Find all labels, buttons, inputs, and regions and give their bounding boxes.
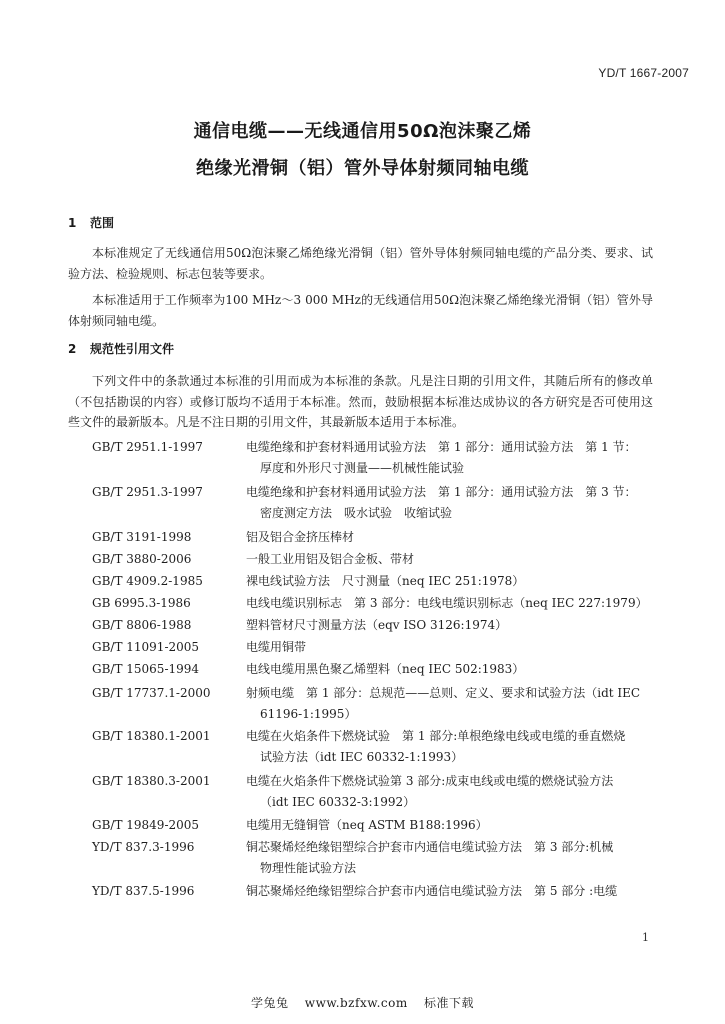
- reference-title: 塑料管材尺寸测量方法（eqv ISO 3126:1974）: [246, 618, 508, 632]
- reference-code: YD/T 837.3-1996: [92, 840, 195, 854]
- reference-title: 电缆绝缘和护套材料通用试验方法 第 1 部分：通用试验方法 第 1 节： 厚度和外形尺寸测量——机械性能试验: [246, 440, 637, 475]
- reference-title: 电缆在火焰条件下燃烧试验第 3 部分:成束电线或电缆的燃烧试验方法 （idt IEC 60332-3:1992）: [246, 774, 614, 809]
- reference-code: GB/T 11091-2005: [92, 640, 200, 654]
- reference-code: GB/T 2951.3-1997: [92, 485, 203, 499]
- standard-number: YD/T 1667-2007: [598, 66, 689, 80]
- reference-title: 电缆绝缘和护套材料通用试验方法 第 1 部分：通用试验方法 第 3 节： 密度测定方法 吸水试验 收缩试验: [246, 485, 637, 520]
- reference-title: 铝及铝合金挤压棒材: [246, 530, 355, 544]
- section-1-title: 范围: [90, 216, 115, 230]
- reference-title: 裸电线试验方法 尺寸测量（neq IEC 251:1978）: [246, 574, 525, 588]
- reference-code: GB/T 2951.1-1997: [92, 440, 203, 454]
- section-1-heading: [68, 214, 114, 231]
- reference-title: 电缆在火焰条件下燃烧试验 第 1 部分:单根绝缘电线或电缆的垂直燃烧 试验方法（idt IEC 60332-1:1993）: [246, 729, 626, 764]
- reference-title: 铜芯聚烯烃绝缘铝塑综合护套市内通信电缆试验方法 第 5 部分 :电缆: [246, 884, 618, 898]
- reference-title: 一般工业用铝及铝合金板、带材: [246, 552, 415, 566]
- section-2-intro: 下列文件中的条款通过本标准的引用而成为本标准的条款。凡是注日期的引用文件，其随后所有的修改单（不包括勘误的内容）或修订版均不适用于本标准。然而，鼓励根据本标准达成协议的各方研究是否可使用这些文件的最新版本。凡是不注日期的引用文件，其最新版本适用于本标准。: [68, 374, 653, 429]
- reference-title: 电缆用无缝铜管（neq ASTM B188:1996）: [246, 818, 488, 832]
- section-2-title: 规范性引用文件: [90, 342, 175, 356]
- title-line-2: 绝缘光滑铜（铝）管外导体射频同轴电缆: [196, 158, 529, 179]
- reference-code: GB/T 19849-2005: [92, 818, 200, 832]
- reference-code: GB/T 17737.1-2000: [92, 686, 211, 700]
- reference-title: 电缆用铜带: [246, 640, 307, 654]
- reference-code: GB/T 3880-2006: [92, 552, 192, 566]
- reference-title: 铜芯聚烯烃绝缘铝塑综合护套市内通信电缆试验方法 第 3 部分:机械 物理性能试验方法: [246, 840, 614, 875]
- watermark-url: www.bzfxw.com: [304, 996, 408, 1010]
- watermark: [0, 994, 725, 1011]
- watermark-site-name: 学兔兔: [250, 996, 289, 1010]
- reference-code: GB/T 8806-1988: [92, 618, 192, 632]
- reference-code: YD/T 837.5-1996: [92, 884, 195, 898]
- page-number: 1: [642, 931, 649, 944]
- title-line-1: 通信电缆——无线通信用50Ω泡沫聚乙烯: [193, 121, 532, 142]
- reference-code: GB/T 3191-1998: [92, 530, 192, 544]
- reference-code: GB 6995.3-1986: [92, 596, 191, 610]
- section-1-paragraph: 本标准适用于工作频率为100 MHz～3 000 MHz的无线通信用50Ω泡沫聚乙烯绝缘光滑铜（铝）管外导体射频同轴电缆。: [68, 293, 653, 328]
- section-2-heading: [68, 340, 174, 357]
- reference-title: 射频电缆 第 1 部分：总规范——总则、定义、要求和试验方法（idt IEC 61196-1:1995）: [246, 686, 641, 721]
- section-1-paragraph: 本标准规定了无线通信用50Ω泡沫聚乙烯绝缘光滑铜（铝）管外导体射频同轴电缆的产品分类、要求、试验方法、检验规则、标志包装等要求。: [68, 246, 653, 281]
- reference-code: GB/T 18380.3-2001: [92, 774, 211, 788]
- reference-title: 电线电缆识别标志 第 3 部分：电线电缆识别标志（neq IEC 227:1979）: [246, 596, 648, 610]
- section-2-number: 2: [68, 342, 77, 356]
- reference-code: GB/T 15065-1994: [92, 662, 200, 676]
- reference-title: 电线电缆用黑色聚乙烯塑料（neq IEC 502:1983）: [246, 662, 525, 676]
- reference-code: GB/T 4909.2-1985: [92, 574, 203, 588]
- watermark-slogan: 标准下载: [424, 996, 475, 1010]
- section-1-number: 1: [68, 216, 77, 230]
- reference-code: GB/T 18380.1-2001: [92, 729, 211, 743]
